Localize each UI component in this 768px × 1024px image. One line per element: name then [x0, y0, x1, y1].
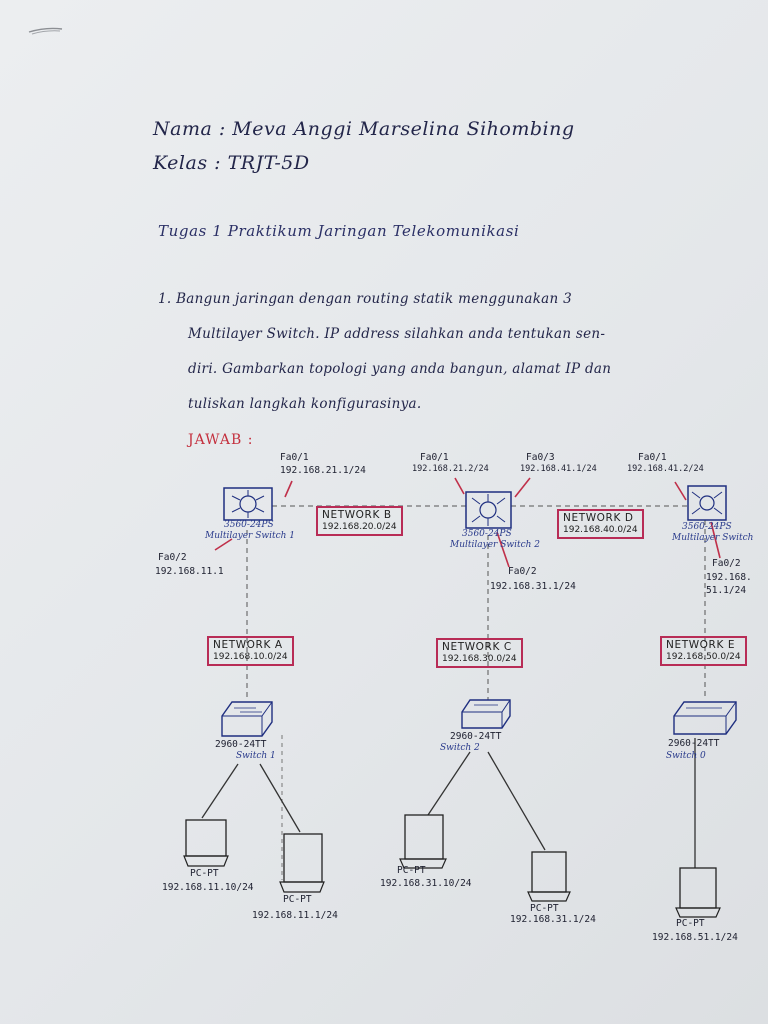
link-switch1-pc2 — [260, 764, 300, 832]
ms2-model: 3560-24PS — [462, 529, 512, 539]
ms2-name: Multilayer Switch 2 — [450, 540, 540, 550]
pc-icon — [528, 852, 570, 901]
pc2-ip: 192.168.11.1/24 — [252, 910, 338, 921]
pc-icon — [280, 834, 324, 892]
ms2-fa01-ip: 192.168.21.2/24 — [412, 464, 489, 474]
ms3-fa02-label: Fa0/2 — [712, 558, 741, 569]
switch-icon — [462, 700, 510, 728]
student-class: Kelas : TRJT-5D — [153, 152, 310, 174]
question-line-3: diri. Gambarkan topologi yang anda bangun, alamat IP dan — [188, 361, 612, 377]
network-e-box — [660, 636, 747, 666]
task-title: Tugas 1 Praktikum Jaringan Telekomunikasi — [158, 222, 520, 240]
link-switch2-pc4 — [488, 752, 545, 850]
question-line-2: Multilayer Switch. IP address silahkan anda tentukan sen- — [188, 326, 606, 342]
answer-label: JAWAB : — [188, 432, 254, 448]
ms1-fa02-ip: 192.168.11.1 — [155, 566, 224, 577]
network-c-name: NETWORK C — [442, 641, 512, 653]
ms3-name: Multilayer Switch — [672, 533, 754, 543]
network-a-ip: 192.168.10.0/24 — [213, 652, 288, 662]
ms1-fa01-ip: 192.168.21.1/24 — [280, 465, 366, 476]
ms1-fa02-label: Fa0/2 — [158, 552, 187, 563]
ms3-fa02-ip-a: 192.168. — [706, 572, 752, 583]
pc3-ip: 192.168.31.10/24 — [380, 878, 472, 889]
switch2-name: Switch 2 — [440, 743, 480, 753]
network-d-ip: 192.168.40.0/24 — [563, 525, 638, 535]
ms3-model: 3560-24PS — [682, 522, 732, 532]
question-line-4: tuliskan langkah konfigurasinya. — [188, 396, 422, 412]
switch-icon — [222, 702, 272, 736]
pc2-type: PC-PT — [283, 894, 312, 905]
network-a-box — [207, 636, 294, 666]
multilayer-switch-icon — [224, 488, 272, 520]
switch1-name: Switch 1 — [236, 751, 276, 761]
network-d-name: NETWORK D — [563, 512, 634, 524]
multilayer-switch-icon — [688, 486, 726, 520]
ms2-fa02-ip: 192.168.31.1/24 — [490, 581, 576, 592]
pc4-type: PC-PT — [530, 903, 559, 914]
student-name: Nama : Meva Anggi Marselina Sihombing — [153, 118, 575, 140]
link-switch2-pc3 — [428, 752, 470, 815]
switch-icon — [674, 702, 736, 734]
switch1-model: 2960-24TT — [215, 739, 267, 750]
pc4-ip: 192.168.31.1/24 — [510, 914, 596, 925]
ms1-model: 3560-24PS — [224, 520, 274, 530]
question-line-1: 1. Bangun jaringan dengan routing statik menggunakan 3 — [158, 291, 573, 307]
ms1-name: Multilayer Switch 1 — [205, 531, 295, 541]
pc1-ip: 192.168.11.10/24 — [162, 882, 254, 893]
ms2-fa02-label: Fa0/2 — [508, 566, 537, 577]
network-b-ip: 192.168.20.0/24 — [322, 522, 397, 532]
pc-icon — [676, 868, 720, 917]
network-c-box — [436, 638, 523, 668]
ms3-fa01-label: Fa0/1 — [638, 452, 667, 463]
link-switch1-pc1 — [202, 764, 238, 818]
pc5-type: PC-PT — [676, 918, 705, 929]
network-e-name: NETWORK E — [666, 639, 736, 651]
pc3-type: PC-PT — [397, 865, 426, 876]
ms2-fa01-label: Fa0/1 — [420, 452, 449, 463]
pc1-type: PC-PT — [190, 868, 219, 879]
ms2-fa03-label: Fa0/3 — [526, 452, 555, 463]
ms3-fa02-ip-b: 51.1/24 — [706, 585, 747, 596]
network-d-box — [557, 509, 644, 539]
network-c-ip: 192.168.30.0/24 — [442, 654, 517, 664]
ms1-fa01-label: Fa0/1 — [280, 452, 309, 463]
pc-icon — [184, 820, 228, 866]
network-a-name: NETWORK A — [213, 639, 283, 651]
ms3-fa01-ip: 192.168.41.2/24 — [627, 464, 704, 474]
pc-icon — [400, 815, 446, 868]
switch2-model: 2960-24TT — [450, 731, 502, 742]
pc5-ip: 192.168.51.1/24 — [652, 932, 738, 943]
ms2-fa03-ip: 192.168.41.1/24 — [520, 464, 597, 474]
switch0-name: Switch 0 — [666, 751, 706, 761]
network-e-ip: 192.168.50.0/24 — [666, 652, 741, 662]
switch0-model: 2960-24TT — [668, 738, 720, 749]
network-b-name: NETWORK B — [322, 509, 392, 521]
multilayer-switch-icon — [466, 492, 511, 528]
network-b-box — [316, 506, 403, 536]
